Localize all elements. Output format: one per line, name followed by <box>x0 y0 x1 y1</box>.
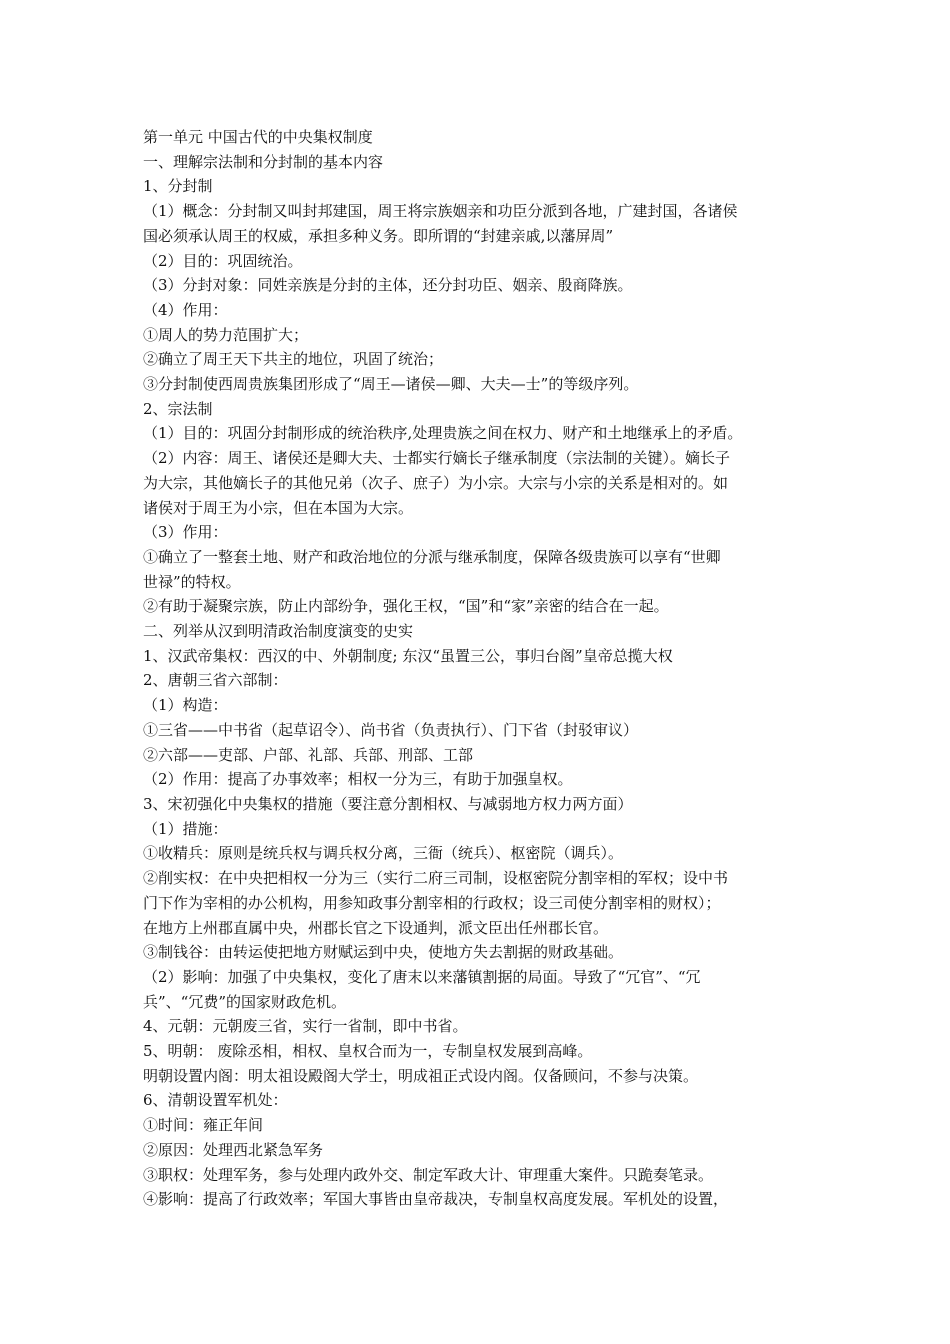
text-line: （1）概念：分封制又叫封邦建国，周王将宗族姻亲和功臣分派到各地，广建封国，各诸侯 <box>143 202 738 221</box>
document-body <box>143 125 815 1212</box>
text-line: ③职权：处理军务，参与处理内政外交、制定军政大计、审理重大案件。只跪奏笔录。 <box>143 1165 714 1184</box>
text-line: （3）分封对象：同姓亲族是分封的主体，还分封功臣、姻亲、殷商降族。 <box>143 276 633 295</box>
text-line: ②原因：处理西北紧急军务 <box>143 1140 324 1159</box>
text-line: 兵”、“冗费”的国家财政危机。 <box>143 992 347 1011</box>
text-line: ④影响：提高了行政效率；军国大事皆由皇帝裁决，专制皇权高度发展。军机处的设置， <box>143 1190 729 1209</box>
text-line: ①周人的势力范围扩大； <box>143 325 309 344</box>
text-line: 1、分封制 <box>143 177 213 196</box>
text-line: ②六部——吏部、户部、礼部、兵部、刑部、工部 <box>143 745 474 764</box>
text-line: 为大宗，其他嫡长子的其他兄弟（次子、庶子）为小宗。大宗与小宗的关系是相对的。如 <box>143 473 729 492</box>
text-line: 5、明朝： 废除丞相，相权、皇权合而为一，专制皇权发展到高峰。 <box>143 1042 593 1061</box>
text-line: （2）影响：加强了中央集权，变化了唐末以来藩镇割据的局面。导致了“冗官”、“冗 <box>143 967 701 986</box>
text-line: 诸侯对于周王为小宗，但在本国为大宗。 <box>143 498 414 517</box>
document-title: 第一单元 中国古代的中央集权制度 <box>143 128 373 146</box>
text-line: 二、列举从汉到明清政治制度演变的史实 <box>143 622 414 641</box>
text-line: （2）作用：提高了办事效率；相权一分为三，有助于加强皇权。 <box>143 770 573 789</box>
text-line: 一、理解宗法制和分封制的基本内容 <box>143 152 384 171</box>
text-line: （2）内容：周王、诸侯还是卿大夫、士都实行嫡长子继承制度（宗法制的关键）。嫡长子 <box>143 449 731 468</box>
text-line: ①确立了一整套土地、财产和政治地位的分派与继承制度，保障各级贵族可以享有“世卿 <box>143 547 721 566</box>
text-line: 3、宋初强化中央集权的措施（要注意分割相权、与减弱地方权力两方面） <box>143 794 633 813</box>
text-line: 门下作为宰相的办公机构，用参知政事分割宰相的行政权；设三司使分割宰相的财权）； <box>143 893 721 912</box>
text-line: （1）构造： <box>143 696 228 715</box>
text-line: ③制钱谷：由转运使把地方财赋运到中央，使地方失去割据的财政基础。 <box>143 943 624 962</box>
text-line: ①收精兵：原则是统兵权与调兵权分离，三衙（统兵）、枢密院（调兵）。 <box>143 844 624 863</box>
text-line: （2）目的：巩固统治。 <box>143 251 303 270</box>
text-line: 4、元朝：元朝废三省，实行一省制，即中书省。 <box>143 1017 468 1036</box>
text-line: ②削实权：在中央把相权一分为三（实行二府三司制，设枢密院分割宰相的军权；设中书 <box>143 869 729 888</box>
text-line: ②有助于凝聚宗族，防止内部纷争，强化王权，“国”和“家”亲密的结合在一起。 <box>143 597 669 616</box>
text-line: 2、唐朝三省六部制： <box>143 671 288 690</box>
text-line: 1、汉武帝集权：西汉的中、外朝制度; 东汉“虽置三公，事归台阁”皇帝总揽大权 <box>143 646 673 665</box>
text-line: （4）作用： <box>143 300 228 319</box>
text-line: ③分封制使西周贵族集团形成了“周王—诸侯—卿、大夫—士”的等级序列。 <box>143 375 639 394</box>
text-line: 2、宗法制 <box>143 399 213 418</box>
text-line: （1）措施： <box>143 819 228 838</box>
text-line: ①三省——中书省（起草诏令）、尚书省（负责执行）、门下省（封驳审议） <box>143 720 639 739</box>
text-line: 世禄”的特权。 <box>143 572 241 591</box>
text-line: 国必须承认周王的权威，承担多种义务。即所谓的“封建亲戚,以藩屏周” <box>143 226 614 245</box>
text-line: （3）作用： <box>143 523 228 542</box>
text-line: 6、清朝设置军机处： <box>143 1091 288 1110</box>
text-line: （1）目的：巩固分封制形成的统治秩序,处理贵族之间在权力、财产和土地继承上的矛盾。 <box>143 424 743 443</box>
text-line: 在地方上州郡直属中央，州郡长官之下设通判，派文臣出任州郡长官。 <box>143 918 609 937</box>
text-line: ②确立了周王天下共主的地位，巩固了统治； <box>143 350 444 369</box>
text-line: 明朝设置内阁：明太祖设殿阁大学士，明成祖正式设内阁。仅备顾问，不参与决策。 <box>143 1066 699 1085</box>
text-line: ①时间：雍正年间 <box>143 1116 264 1135</box>
